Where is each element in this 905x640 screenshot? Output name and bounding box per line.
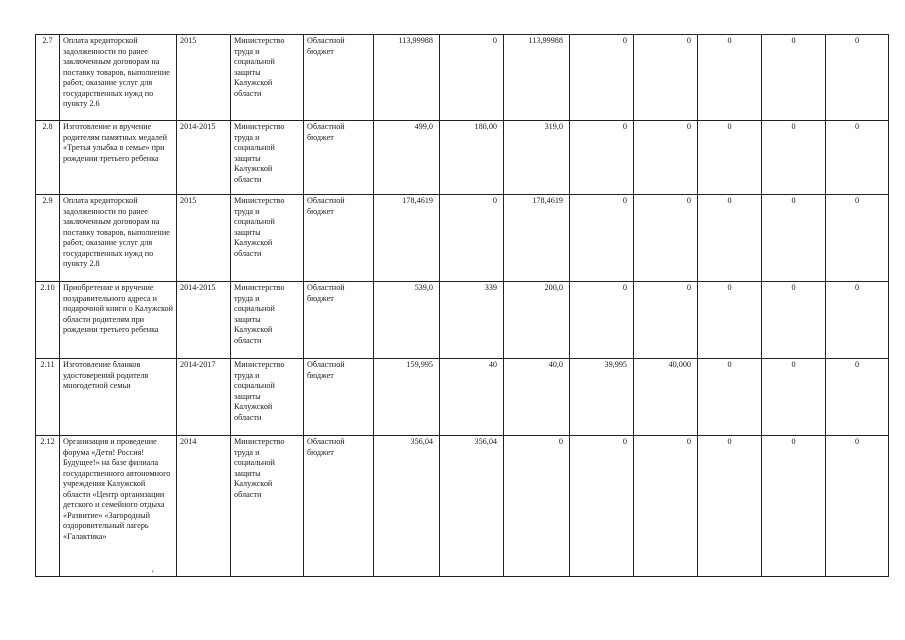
amount-cell: 0 <box>762 282 826 359</box>
amount-cell: 180,00 <box>440 121 504 195</box>
amount-cell: 0 <box>698 359 762 436</box>
amount-cell: 0 <box>634 35 698 121</box>
amount-cell: 178,4619 <box>504 195 570 282</box>
executor-cell: Министерство труда и социальной защиты Калужской области <box>231 35 304 121</box>
amount-cell: 0 <box>698 282 762 359</box>
amount-cell: 159,995 <box>374 359 440 436</box>
amount-cell: 39,995 <box>570 359 634 436</box>
amount-cell: 0 <box>570 121 634 195</box>
table-row <box>36 282 889 359</box>
amount-cell: 0 <box>698 35 762 121</box>
executor-cell: Министерство труда и социальной защиты Калужской области <box>231 359 304 436</box>
executor-cell: Министерство труда и социальной защиты Калужской области <box>231 436 304 577</box>
row-number-cell: 2.10 <box>36 282 60 359</box>
table-body <box>36 35 889 577</box>
activity-name-cell: Изготовление и вручение родителям памятных медалей «Третья улыбка в семье» при рождении третьего ребенка <box>60 121 177 195</box>
amount-cell: 40,0 <box>504 359 570 436</box>
amount-cell: 539,0 <box>374 282 440 359</box>
amount-cell: 200,0 <box>504 282 570 359</box>
amount-cell: 0 <box>634 121 698 195</box>
activity-name-cell: Приобретение и вручение поздравительного адреса и подарочной книги о Калужской области родителям при рождении третьего ребенка <box>60 282 177 359</box>
funding-source-cell: Областной бюджет <box>304 121 374 195</box>
activity-name-cell: Организация и проведение форума «Дети! Россия! Будущее!» на базе филиала государственного автономного учреждения Калужской области «Центр организации детского и семейного отдыха «Развитие» «Загородный оздоровительный лагерь «Галактика» <box>60 436 177 577</box>
amount-cell: 0 <box>634 195 698 282</box>
budget-table <box>35 34 889 577</box>
executor-cell: Министерство труда и социальной защиты Калужской области <box>231 121 304 195</box>
row-number-cell: 2.7 <box>36 35 60 121</box>
amount-cell: 339 <box>440 282 504 359</box>
amount-cell: 0 <box>440 35 504 121</box>
amount-cell: 0 <box>762 359 826 436</box>
amount-cell: 0 <box>570 282 634 359</box>
amount-cell: 356,04 <box>440 436 504 577</box>
amount-cell: 319,0 <box>504 121 570 195</box>
funding-source-cell: Областной бюджет <box>304 436 374 577</box>
amount-cell: 0 <box>698 195 762 282</box>
executor-cell: Министерство труда и социальной защиты Калужской области <box>231 282 304 359</box>
row-number-cell: 2.8 <box>36 121 60 195</box>
amount-cell: 0 <box>570 35 634 121</box>
funding-source-cell: Областной бюджет <box>304 282 374 359</box>
amount-cell: 0 <box>762 35 826 121</box>
executor-cell: Министерство труда и социальной защиты Калужской области <box>231 195 304 282</box>
activity-name-cell: Оплата кредиторской задолженности по ранее заключенным договорам на поставку товаров, выполнение работ, оказание услуг для государственных нужд по пункту 2.6 <box>60 35 177 121</box>
amount-cell: 0 <box>634 282 698 359</box>
amount-cell: 0 <box>762 121 826 195</box>
row-number-cell: 2.9 <box>36 195 60 282</box>
table-row <box>36 35 889 121</box>
amount-cell: 356,04 <box>374 436 440 577</box>
activity-name-cell: Изготовление бланков удостоверений родителя многодетной семьи <box>60 359 177 436</box>
amount-cell: 0 <box>698 436 762 577</box>
amount-cell: 0 <box>634 436 698 577</box>
amount-cell: 0 <box>570 195 634 282</box>
amount-cell: 0 <box>826 35 889 121</box>
period-cell: 2014 <box>177 436 231 577</box>
period-cell: 2014-2017 <box>177 359 231 436</box>
amount-cell: 0 <box>762 436 826 577</box>
amount-cell: 0 <box>504 436 570 577</box>
amount-cell: 0 <box>826 195 889 282</box>
amount-cell: 113,99988 <box>374 35 440 121</box>
table-row <box>36 121 889 195</box>
amount-cell: 40 <box>440 359 504 436</box>
amount-cell: 0 <box>698 121 762 195</box>
amount-cell: 0 <box>826 121 889 195</box>
amount-cell: 0 <box>826 436 889 577</box>
amount-cell: 113,99988 <box>504 35 570 121</box>
stray-mark: ' <box>152 569 154 579</box>
period-cell: 2015 <box>177 35 231 121</box>
funding-source-cell: Областной бюджет <box>304 195 374 282</box>
amount-cell: 40,000 <box>634 359 698 436</box>
activity-name-cell: Оплата кредиторской задолженности по ранее заключенным договорам на поставку товаров, выполнение работ, оказание услуг для государственных нужд по пункту 2.8 <box>60 195 177 282</box>
funding-source-cell: Областной бюджет <box>304 35 374 121</box>
period-cell: 2015 <box>177 195 231 282</box>
amount-cell: 178,4619 <box>374 195 440 282</box>
amount-cell: 0 <box>440 195 504 282</box>
period-cell: 2014-2015 <box>177 282 231 359</box>
amount-cell: 0 <box>826 282 889 359</box>
table-row <box>36 195 889 282</box>
table-row <box>36 359 889 436</box>
funding-source-cell: Областной бюджет <box>304 359 374 436</box>
amount-cell: 0 <box>570 436 634 577</box>
row-number-cell: 2.11 <box>36 359 60 436</box>
amount-cell: 499,0 <box>374 121 440 195</box>
row-number-cell: 2.12 <box>36 436 60 577</box>
period-cell: 2014-2015 <box>177 121 231 195</box>
amount-cell: 0 <box>826 359 889 436</box>
amount-cell: 0 <box>762 195 826 282</box>
table-row <box>36 436 889 577</box>
